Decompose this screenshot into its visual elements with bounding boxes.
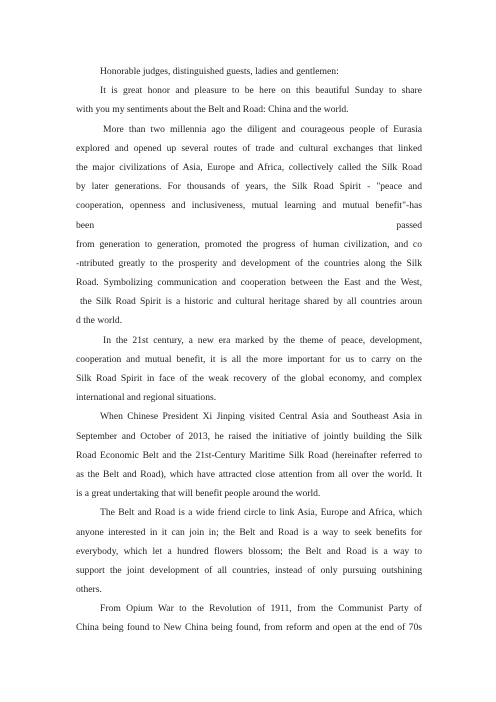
text-line: anyone interested in it can join in; the Belt and Road is a way to seek benefits for [76, 526, 422, 538]
text-line: others. [76, 584, 102, 596]
text-line: cooperation and mutual benefit, it is all the more important for us to carry on the [76, 353, 422, 365]
text-line: explored and opened up several routes of trade and cultural exchanges that linked [76, 142, 422, 154]
text-line: -ntributed greatly to the prosperity and development of the countries along the Silk [76, 257, 422, 269]
text-line: the Silk Road Spirit is a historic and cultural heritage shared by all countries aroun [80, 296, 422, 308]
text-line: cooperation, openness and inclusiveness, mutual learning and mutual benefit"-has [76, 200, 422, 212]
text-line: The Belt and Road is a wide friend circle to link Asia, Europe and Africa, which [100, 507, 422, 519]
text-line: support the joint development of all countries, instead of only pursuing outshining [76, 564, 422, 576]
text-line: September and October of 2013, he raised the initiative of jointly building the Silk [76, 430, 422, 442]
text-line: It is great honor and pleasure to be here on this beautiful Sunday to share [100, 85, 422, 97]
text-line: the major civilizations of Asia, Europe and Africa, collectively called the Silk Road [76, 161, 422, 173]
text-line: When Chinese President Xi Jinping visited Central Asia and Southeast Asia in [100, 411, 422, 423]
text-line: international and regional situations. [76, 392, 217, 404]
text-line: China being found to New China being found, from reform and open at the end of 70s [76, 622, 422, 634]
text-line: by later generations. For thousands of years, the Silk Road Spirit - "peace and [76, 181, 422, 193]
text-line: as the Belt and Road), which have attracted close attention from all over the world. It [76, 468, 422, 480]
text-line: with you my sentiments about the Belt and Road: China and the world. [76, 104, 349, 116]
text-line: Road Economic Belt and the 21st-Century Maritime Silk Road (hereinafter referred to [76, 449, 422, 461]
document-body [76, 62, 422, 638]
text-line: d the world. [76, 315, 123, 327]
text-line: is a great undertaking that will benefit people around the world. [76, 488, 321, 500]
text-line: Road. Symbolizing communication and cooperation between the East and the West, [76, 277, 422, 289]
text-line: Silk Road Spirit in face of the weak recovery of the global economy, and complex [76, 373, 422, 384]
text-line: from generation to generation, promoted the progress of human civilization, and co [76, 238, 422, 250]
text-line: In the 21st century, a new era marked by the theme of peace, development, [103, 334, 422, 346]
text-line: Honorable judges, distinguished guests, ladies and gentlemen: [100, 66, 339, 77]
text-line: everybody, which let a hundred flowers blossom; the Belt and Road is a way to [76, 545, 422, 557]
text-line: More than two millennia ago the diligent and courageous people of Eurasia [103, 123, 422, 135]
text-line: From Opium War to the Revolution of 1911, from the Communist Party of [100, 603, 422, 615]
text-line: been passed [76, 219, 422, 231]
